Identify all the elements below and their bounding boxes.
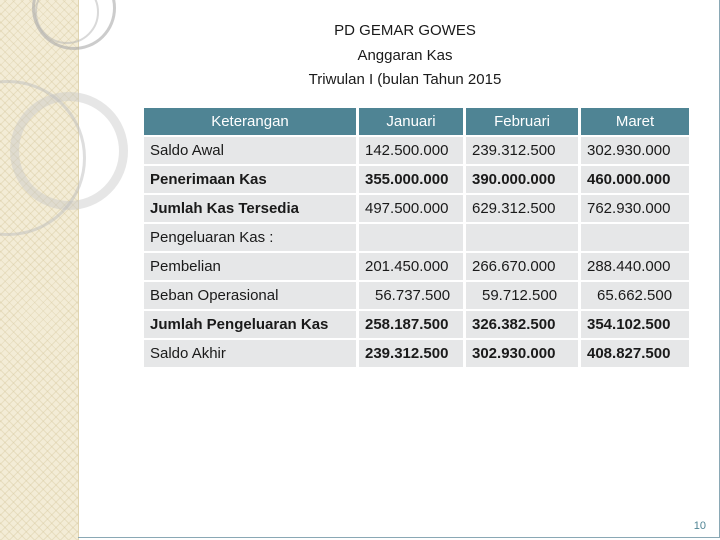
- table-row: [144, 340, 689, 367]
- company-name: PD GEMAR GOWES: [334, 22, 476, 39]
- table-row: [144, 282, 689, 309]
- row-label: Jumlah Pengeluaran Kas: [144, 311, 356, 338]
- cell-value: 142.500.000: [359, 137, 463, 164]
- row-label: Saldo Awal: [144, 137, 356, 164]
- row-label: Pembelian: [144, 253, 356, 280]
- cell-value: 266.670.000: [466, 253, 578, 280]
- table-row: [144, 253, 689, 280]
- cell-value: 354.102.500: [581, 311, 689, 338]
- cell-value: [466, 224, 578, 251]
- document-period: Triwulan I (bulan Tahun 2015: [308, 71, 502, 88]
- cell-value: [581, 224, 689, 251]
- page-number: 10: [693, 520, 706, 532]
- table-row: [144, 137, 689, 164]
- cell-value: 239.312.500: [466, 137, 578, 164]
- cell-value: 59.712.500: [466, 282, 578, 309]
- cell-value: 302.930.000: [466, 340, 578, 367]
- table-header-row: [144, 108, 689, 135]
- column-header: Februari: [466, 108, 578, 135]
- table-row: [144, 224, 689, 251]
- cell-value: 355.000.000: [359, 166, 463, 193]
- column-header: Maret: [581, 108, 689, 135]
- cash-budget-table: [141, 106, 692, 369]
- row-label: Saldo Akhir: [144, 340, 356, 367]
- cell-value: [359, 224, 463, 251]
- column-header: Keterangan: [144, 108, 356, 135]
- cell-value: 239.312.500: [359, 340, 463, 367]
- cell-value: 408.827.500: [581, 340, 689, 367]
- document-title: Anggaran Kas: [357, 47, 453, 64]
- cell-value: 497.500.000: [359, 195, 463, 222]
- row-label: Jumlah Kas Tersedia: [144, 195, 356, 222]
- table-row: [144, 195, 689, 222]
- cell-value: 302.930.000: [581, 137, 689, 164]
- cell-value: 629.312.500: [466, 195, 578, 222]
- cell-value: 288.440.000: [581, 253, 689, 280]
- cell-value: 258.187.500: [359, 311, 463, 338]
- cell-value: 326.382.500: [466, 311, 578, 338]
- row-label: Pengeluaran Kas :: [144, 224, 356, 251]
- cell-value: 460.000.000: [581, 166, 689, 193]
- decorative-side-panel: [0, 0, 79, 540]
- column-header: Januari: [359, 108, 463, 135]
- table-row: [144, 166, 689, 193]
- cell-value: 56.737.500: [359, 282, 463, 309]
- row-label: Beban Operasional: [144, 282, 356, 309]
- cell-value: 390.000.000: [466, 166, 578, 193]
- cell-value: 201.450.000: [359, 253, 463, 280]
- cell-value: 762.930.000: [581, 195, 689, 222]
- row-label: Penerimaan Kas: [144, 166, 356, 193]
- table-row: [144, 311, 689, 338]
- cell-value: 65.662.500: [581, 282, 689, 309]
